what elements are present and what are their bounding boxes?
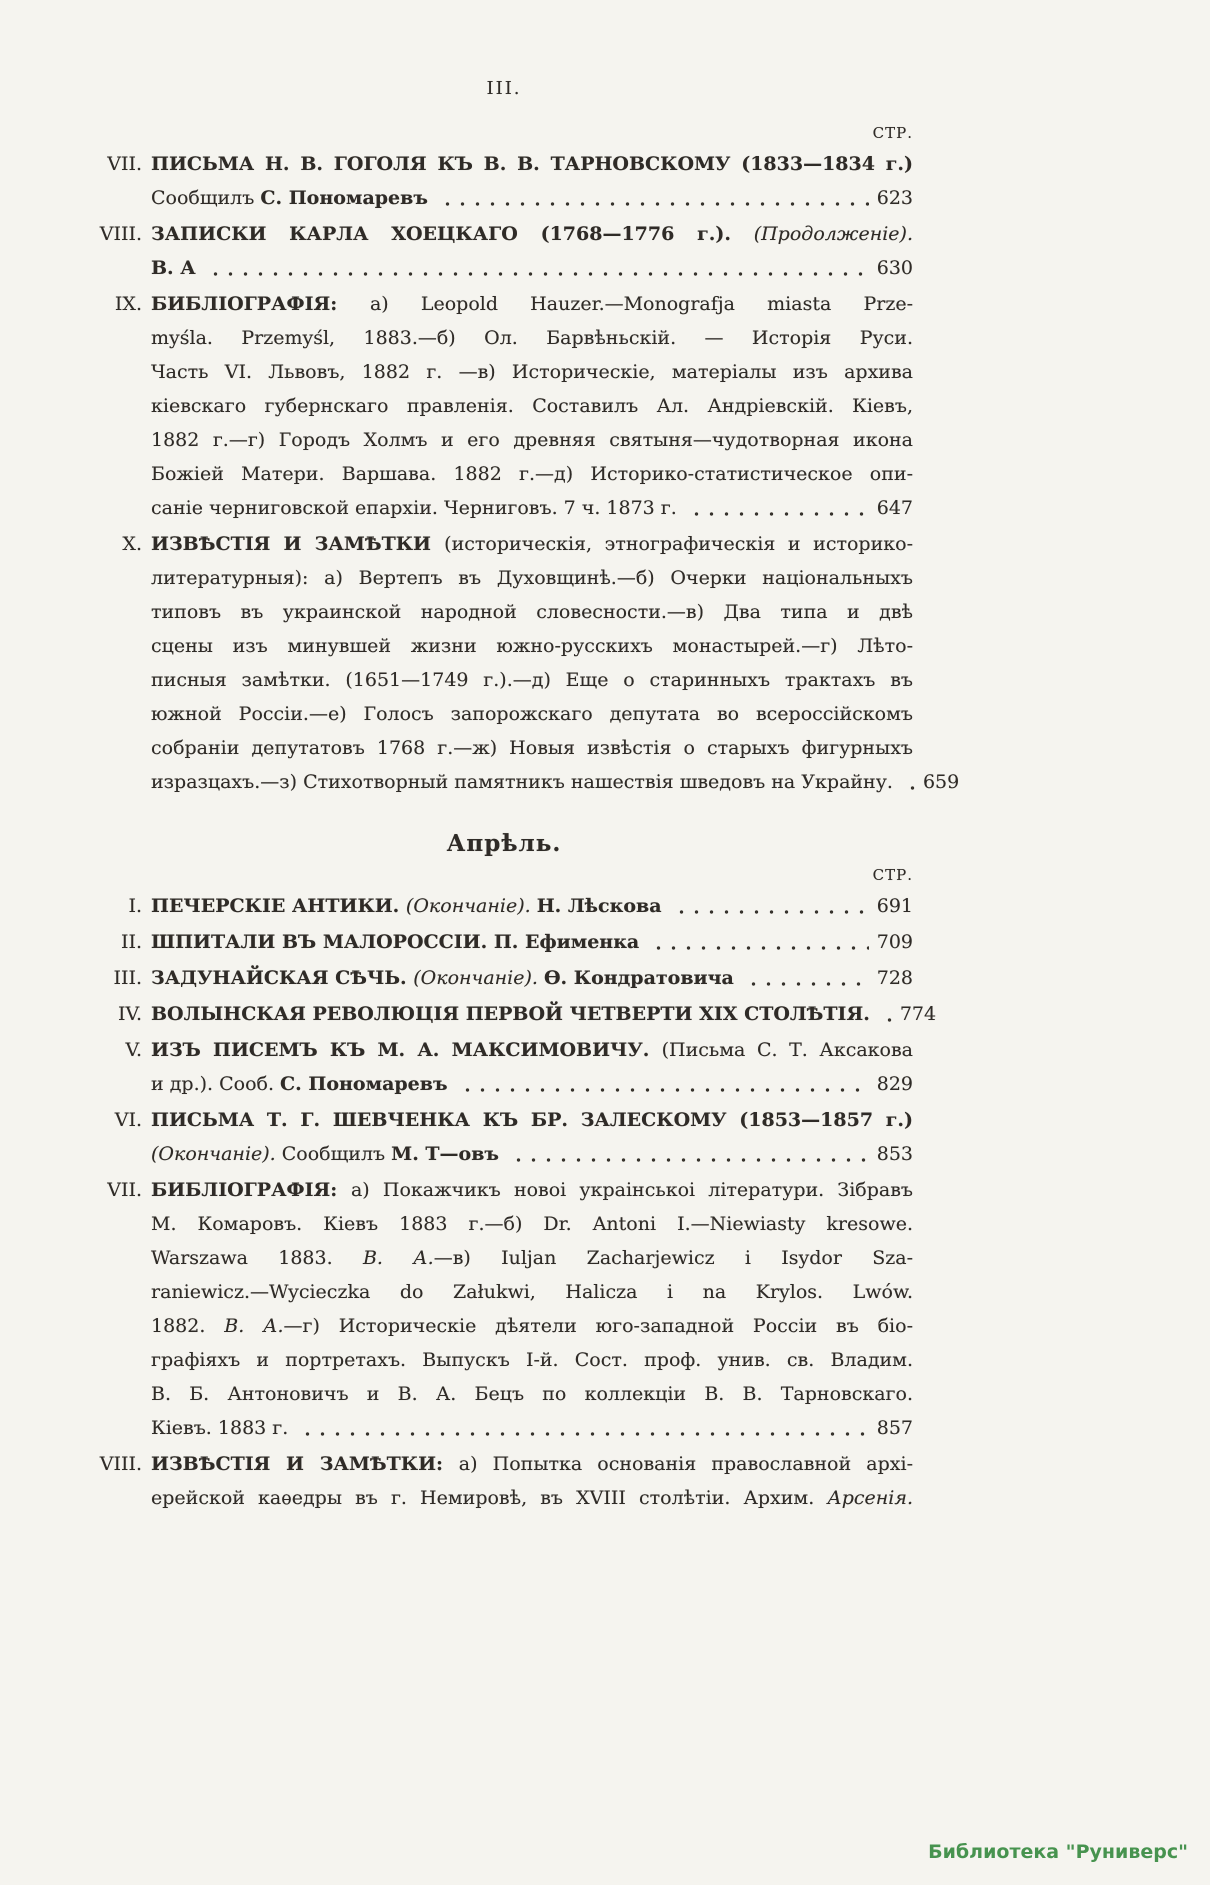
entry-text [151, 1487, 913, 1509]
text-segment: Н. Лѣскова [536, 895, 662, 917]
entry-line [151, 491, 913, 525]
text-segment: ШПИТАЛИ ВЪ МАЛОРОССІИ. [151, 931, 494, 953]
entry-text [151, 251, 196, 285]
entry-text [151, 669, 913, 691]
text-segment: (Окончаніе). [405, 895, 537, 917]
entry-text [151, 181, 428, 215]
entry-text [151, 1411, 288, 1445]
entry-text [151, 997, 870, 1031]
entry-text [151, 395, 913, 417]
dot-leader [746, 961, 869, 995]
text-segment: литературныя): а) Вертепъ въ Духовщинѣ.—б) Очерки національныхъ [151, 567, 913, 589]
dot-leader [905, 765, 915, 799]
entry-lines [151, 925, 913, 959]
entry-number: VII. [107, 1179, 142, 1201]
entry-line [151, 1343, 913, 1377]
entry-text [151, 1383, 913, 1405]
entry-lines [151, 527, 960, 799]
text-segment: В. А. [362, 1247, 434, 1269]
entry-text [151, 1109, 913, 1131]
entry-text [151, 925, 639, 959]
entry-text [151, 1281, 913, 1303]
entry-text [151, 1137, 499, 1171]
entry-line [151, 457, 913, 491]
text-segment: Часть VI. Львовъ, 1882 г. —в) Историческіе, матеріалы изъ архива [151, 361, 913, 383]
text-segment: ИЗЪ ПИСЕМЪ КЪ М. А. МАКСИМОВИЧУ. [151, 1039, 662, 1061]
entry-text [151, 961, 734, 995]
entry-line [151, 287, 913, 321]
entry-line [151, 697, 913, 731]
entry-text [151, 1247, 913, 1269]
text-segment: ПЕЧЕРСКІЕ АНТИКИ. [151, 895, 406, 917]
entry-line [151, 355, 913, 389]
entry-lines [151, 961, 913, 995]
entry-text [151, 765, 893, 799]
entry-page-number: 853 [876, 1143, 913, 1165]
page-column-header: СТР. [872, 124, 913, 142]
text-segment: южной Россіи.—е) Голосъ запорожскаго депутата во всероссійскомъ [151, 703, 913, 725]
toc-entry [95, 527, 960, 799]
text-segment: изразцахъ.—з) Стихотворный памятникъ нашествія шведовъ на Украйну. [151, 771, 893, 793]
entry-lines [151, 1033, 913, 1101]
dot-leader [300, 1411, 868, 1445]
entry-line [151, 961, 913, 995]
toc-section [95, 123, 960, 799]
text-segment: Warszawa 1883. [151, 1247, 363, 1269]
text-segment: Божіей Матери. Варшава. 1882 г.—д) Историко-статистическое опи- [151, 463, 913, 485]
text-segment: а) Leopold Hauzer.—Monografja miasta Prze- [369, 293, 913, 315]
entry-text [151, 463, 913, 485]
text-segment: ИЗВѢСТІЯ И ЗАМѢТКИ [151, 533, 445, 555]
entry-lines [151, 997, 937, 1031]
entry-page-number: 659 [922, 771, 960, 793]
entry-text [151, 293, 913, 315]
entry-line [151, 1033, 913, 1067]
entry-line [151, 731, 913, 765]
dot-leader [651, 925, 868, 959]
entry-number: X. [122, 533, 142, 555]
dot-leader [511, 1137, 869, 1171]
library-watermark: Библиотека "Руниверс" [928, 1841, 1188, 1863]
entry-lines [151, 287, 913, 525]
toc-section [95, 829, 937, 1515]
entry-line [151, 663, 913, 697]
entry-line [151, 1447, 913, 1481]
entry-lines [151, 217, 913, 285]
entry-line [151, 321, 913, 355]
text-segment: ПИСЬМА Т. Г. ШЕВЧЕНКА КЪ БР. ЗАЛЕСКОМУ (1853—1857 г.) [151, 1109, 913, 1131]
entry-text [151, 737, 913, 759]
text-segment: С. Пономаревъ [280, 1073, 448, 1095]
entry-number: IV. [118, 1003, 142, 1025]
entry-page-number: 630 [876, 257, 913, 279]
text-segment: ИЗВѢСТІЯ И ЗАМѢТКИ: [151, 1453, 459, 1475]
entry-line [151, 1377, 913, 1411]
entry-number: IX. [114, 293, 142, 315]
text-segment: Арсенія. [827, 1487, 913, 1509]
toc-entry [95, 217, 913, 285]
entry-text [151, 533, 913, 555]
text-segment: и др.). Сооб. [151, 1073, 281, 1095]
text-segment: ЗАПИСКИ КАРЛА ХОЕЦКАГО (1768—1776 г.). [151, 223, 754, 245]
text-segment: 1882. [151, 1315, 225, 1337]
entry-text [151, 1179, 913, 1201]
entry-line [151, 1309, 913, 1343]
text-segment: myśla. Przemyśl, 1883.—б) Ол. Барвѣньскій. — Исторія Руси. [151, 327, 913, 349]
entry-text [151, 567, 913, 589]
entry-line [151, 595, 913, 629]
entry-number: VIII. [99, 1453, 142, 1475]
entry-number: III. [113, 967, 142, 989]
text-segment: Сообщилъ [281, 1143, 392, 1165]
text-segment: а) Попытка основанія православной архі- [458, 1453, 913, 1475]
entry-page-number: 647 [876, 497, 913, 519]
text-segment: БИБЛІОГРАФІЯ: [151, 1179, 351, 1201]
text-segment: (Окончаніе). [151, 1143, 282, 1165]
text-segment: ерейской каѳедры въ г. Немировѣ, въ XVIII столѣтіи. Архим. [151, 1487, 828, 1509]
entry-line [151, 889, 913, 923]
entry-number: VI. [114, 1109, 142, 1131]
entry-number: VII. [107, 153, 142, 175]
dot-leader [882, 997, 892, 1031]
entry-line [151, 1173, 913, 1207]
entry-page-number: 857 [876, 1417, 913, 1439]
entry-page-number: 691 [876, 895, 913, 917]
entry-text [151, 1315, 913, 1337]
text-segment: В. Б. Антоновичъ и В. А. Бецъ по коллекціи В. В. Тарновскаго. [151, 1383, 913, 1405]
text-segment: кіевскаго губернскаго правленія. Составилъ Ал. Андріевскій. Кіевъ, [151, 395, 913, 417]
text-segment: В. А. [224, 1315, 284, 1337]
toc-entry [95, 961, 913, 995]
entry-line [151, 1411, 913, 1445]
entry-line [151, 925, 913, 959]
text-segment: писныя замѣтки. (1651—1749 г.).—д) Еще о старинныхъ трактахъ въ [151, 669, 913, 691]
entry-text [151, 703, 913, 725]
entry-line [151, 147, 913, 181]
entry-text [151, 491, 677, 525]
toc-entry [95, 147, 913, 215]
month-heading: Апрѣль. [446, 830, 562, 857]
toc-entry [95, 1173, 913, 1445]
text-segment: С. Пономаревъ [260, 187, 428, 209]
dot-leader [674, 889, 869, 923]
text-segment: (Окончаніе). [413, 967, 544, 989]
entry-line [151, 527, 913, 561]
entry-line [151, 181, 913, 215]
entry-lines [151, 1447, 913, 1515]
toc-entry [95, 925, 913, 959]
entry-line [151, 1103, 913, 1137]
page-column-header: СТР. [872, 866, 913, 884]
entry-line [151, 1067, 913, 1101]
entry-text [151, 153, 913, 175]
dot-leader [689, 491, 869, 525]
entry-line [151, 251, 913, 285]
entry-page-number: 709 [876, 931, 913, 953]
text-segment: ВОЛЫНСКАЯ РЕВОЛЮЦІЯ ПЕРВОЙ ЧЕТВЕРТИ XIX СТОЛѢТІЯ. [151, 1003, 870, 1025]
text-segment: raniewicz.—Wycieczka do Załukwi, Halicza i na Krylos. Lwów. [151, 1281, 913, 1303]
text-segment: Кіевъ. 1883 г. [151, 1417, 289, 1439]
text-segment: собраніи депутатовъ 1768 г.—ж) Новыя извѣстія о старыхъ фигурныхъ [151, 737, 913, 759]
entry-text [151, 327, 913, 349]
text-segment: (Продолженіе). [753, 223, 913, 245]
page-number: III. [486, 78, 522, 99]
entry-line [151, 423, 913, 457]
entry-line [151, 765, 960, 799]
entry-text [151, 429, 913, 451]
entry-number: I. [128, 895, 142, 917]
entry-text [151, 889, 662, 923]
text-segment: графіяхъ и портретахъ. Выпускъ I-й. Сост. проф. унив. св. Владим. [151, 1349, 913, 1371]
entry-lines [151, 1103, 913, 1171]
content-column [95, 0, 960, 1515]
text-segment: типовъ въ украинской народной словесности.—в) Два типа и двѣ [151, 601, 913, 623]
text-segment: —в) Iuljan Zacharjewicz i Isydor Sza- [433, 1247, 913, 1269]
dot-leader [440, 181, 869, 215]
entry-line [151, 1481, 913, 1515]
toc-entry [95, 1103, 913, 1171]
text-segment: 1882 г.—г) Городъ Холмъ и его древняя святыня—чудотворная икона [151, 429, 913, 451]
entry-text [151, 223, 913, 245]
entry-text [151, 601, 913, 623]
entry-line [151, 1241, 913, 1275]
entry-number: II. [120, 931, 142, 953]
toc-entry [95, 1033, 913, 1101]
text-segment: Ѳ. Кондратовича [544, 967, 734, 989]
dot-leader [460, 1067, 869, 1101]
entry-line [151, 389, 913, 423]
entry-lines [151, 889, 913, 923]
text-segment: —г) Историческіе дѣятели юго-западной Россіи въ біо- [283, 1315, 913, 1337]
entry-lines [151, 1173, 913, 1445]
dot-leader [208, 251, 869, 285]
text-segment: ПИСЬМА Н. В. ГОГОЛЯ КЪ В. В. ТАРНОВСКОМУ (1833—1834 г.) [151, 153, 913, 175]
text-segment: а) Покажчикъ новоі украінськоі літератури. Зібравъ [350, 1179, 914, 1201]
text-segment: В. А [151, 257, 196, 279]
entry-page-number: 829 [876, 1073, 913, 1095]
entry-text [151, 1453, 913, 1475]
entry-line [151, 1137, 913, 1171]
text-segment: П. Ефименка [493, 931, 640, 953]
toc-entry [95, 889, 913, 923]
entry-line [151, 561, 913, 595]
entry-text [151, 1349, 913, 1371]
entry-text [151, 361, 913, 383]
entry-line [151, 1275, 913, 1309]
entry-page-number: 728 [876, 967, 913, 989]
entry-text [151, 1067, 448, 1101]
entry-lines [151, 147, 913, 215]
entry-line [151, 217, 913, 251]
entry-page-number: 623 [876, 187, 913, 209]
table-of-contents [95, 123, 960, 1515]
text-segment: БИБЛІОГРАФІЯ: [151, 293, 370, 315]
toc-entry [95, 287, 913, 525]
entry-line [151, 1207, 913, 1241]
entry-text [151, 1213, 913, 1235]
entry-page-number: 774 [899, 1003, 937, 1025]
entry-number: V. [125, 1039, 142, 1061]
text-segment: саніе черниговской епархіи. Черниговъ. 7 ч. 1873 г. [151, 497, 677, 519]
text-segment: М. Комаровъ. Кіевъ 1883 г.—б) Dr. Antoni I.—Niewiasty kresowe. [151, 1213, 913, 1235]
text-segment: (историческія, этнографическія и историко- [444, 533, 913, 555]
text-segment: ЗАДУНАЙСКАЯ СѢЧЬ. [151, 967, 414, 989]
text-segment: (Письма С. Т. Аксакова [661, 1039, 913, 1061]
toc-entry [95, 997, 937, 1031]
toc-entry [95, 1447, 913, 1515]
entry-line [151, 629, 913, 663]
entry-text [151, 635, 913, 657]
text-segment: Сообщилъ [151, 187, 261, 209]
entry-text [151, 1039, 913, 1061]
text-segment: М. Т—овъ [391, 1143, 500, 1165]
text-segment: сцены изъ минувшей жизни южно-русскихъ монастырей.—г) Лѣто- [151, 635, 913, 657]
entry-number: VIII. [99, 223, 142, 245]
entry-line [151, 997, 937, 1031]
